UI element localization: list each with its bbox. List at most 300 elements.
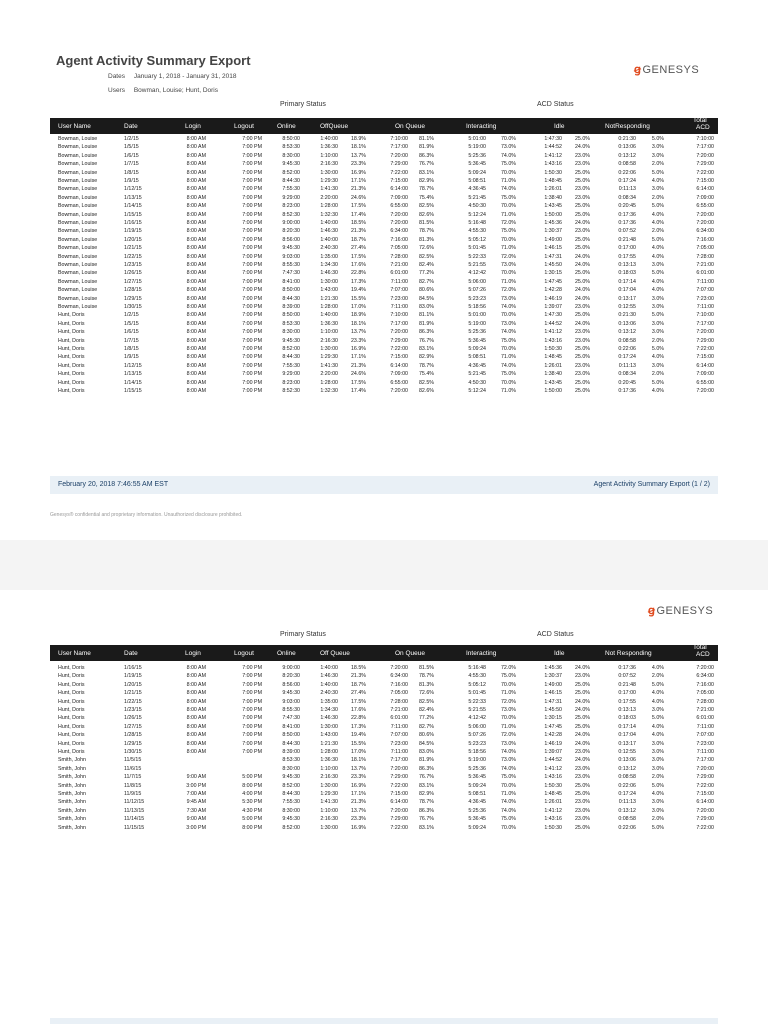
cell-onqueue-pct: 86.3%	[418, 765, 434, 772]
cell-notresponding-pct: 4.0%	[651, 388, 664, 394]
cell-logout: 4:00 PM	[242, 791, 262, 797]
cell-user-name: Smith, John	[58, 799, 86, 806]
cell-logout: 4:30 PM	[242, 807, 262, 814]
cell-onqueue: 7:15:00	[390, 178, 408, 184]
cell-login: 8:00 AM	[186, 270, 206, 277]
cell-online: 8:39:00	[282, 749, 300, 755]
cell-online: 9:00:00	[282, 665, 300, 671]
cell-onqueue: 7:17:00	[390, 757, 408, 764]
cell-offqueue-pct: 21.3%	[350, 799, 366, 806]
cell-interacting-pct: 71.0%	[500, 178, 516, 184]
cell-online: 7:47:30	[282, 270, 300, 277]
cell-offqueue-pct: 18.1%	[350, 320, 366, 327]
cell-logout: 5:00 PM	[242, 816, 262, 823]
cell-onqueue: 7:20:00	[390, 388, 408, 394]
cell-interacting-pct: 74.0%	[500, 329, 516, 336]
cell-notresponding-pct: 3.0%	[651, 807, 664, 814]
cell-date: 1/23/15	[124, 262, 142, 268]
cell-date: 1/26/15	[124, 715, 142, 722]
cell-notresponding: 0:21:48	[618, 236, 636, 243]
users-value: Bowman, Louise; Hunt, Doris	[133, 87, 218, 94]
cell-onqueue: 7:28:00	[390, 253, 408, 260]
table-row	[50, 219, 718, 227]
cell-user-name: Bowman, Louise	[58, 211, 98, 218]
table-row	[50, 303, 718, 311]
header-total: Total	[693, 644, 707, 651]
cell-idle: 1:38:40	[544, 371, 562, 378]
cell-idle-pct: 23.0%	[574, 304, 590, 310]
cell-offqueue-pct: 17.5%	[350, 203, 366, 210]
cell-notresponding: 0:13:06	[618, 320, 636, 327]
cell-login: 8:00 AM	[186, 211, 206, 218]
cell-login: 8:00 AM	[186, 749, 206, 755]
cell-user-name: Smith, John	[58, 765, 86, 772]
cell-offqueue-pct: 21.3%	[350, 186, 366, 193]
cell-interacting: 5:16:48	[468, 220, 486, 226]
cell-notresponding-pct: 4.0%	[651, 287, 664, 294]
cell-offqueue-pct: 17.3%	[350, 723, 366, 730]
cell-date: 1/12/15	[124, 362, 142, 369]
cell-interacting: 5:19:00	[468, 144, 486, 151]
cell-idle-pct: 25.0%	[574, 379, 590, 386]
cell-idle: 1:26:01	[544, 186, 562, 193]
cell-idle: 1:43:16	[544, 161, 562, 168]
cell-user-name: Hunt, Doris	[58, 371, 85, 378]
acd-status-label: ACD Status	[537, 101, 574, 108]
cell-notresponding-pct: 4.0%	[651, 278, 664, 285]
cell-onqueue: 7:29:00	[390, 816, 408, 823]
cell-login: 8:00 AM	[186, 346, 206, 352]
cell-interacting: 5:08:51	[468, 354, 486, 361]
cell-interacting: 5:16:48	[468, 665, 486, 671]
cell-offqueue: 1:40:00	[320, 681, 338, 688]
cell-interacting: 5:09:24	[468, 169, 486, 176]
cell-date: 1/6/15	[124, 329, 139, 336]
cell-offqueue: 1:46:30	[320, 270, 338, 277]
cell-interacting-pct: 75.0%	[500, 194, 516, 201]
primary-status-label: Primary Status	[280, 101, 326, 108]
cell-notresponding-pct: 5.0%	[651, 236, 664, 243]
cell-offqueue: 1:32:30	[320, 211, 338, 218]
table-row	[50, 379, 718, 387]
cell-notresponding: 0:08:58	[618, 161, 636, 168]
cell-notresponding-pct: 5.0%	[651, 203, 664, 210]
cell-offqueue: 1:28:00	[320, 304, 338, 310]
cell-onqueue-pct: 80.6%	[418, 287, 434, 294]
cell-user-name: Hunt, Doris	[58, 749, 85, 755]
cell-user-name: Bowman, Louise	[58, 186, 98, 193]
cell-onqueue: 7:15:00	[390, 791, 408, 797]
cell-date: 1/30/15	[124, 304, 142, 310]
cell-logout: 7:00 PM	[242, 354, 262, 361]
table-row	[50, 765, 718, 773]
cell-notresponding: 0:17:24	[618, 791, 636, 797]
cell-user-name: Smith, John	[58, 824, 86, 831]
header-user-name: User Name	[58, 650, 91, 657]
cell-idle: 1:45:50	[544, 262, 562, 268]
cell-user-name: Bowman, Louise	[58, 136, 98, 142]
cell-onqueue: 7:16:00	[390, 236, 408, 243]
cell-interacting: 5:08:51	[468, 178, 486, 184]
cell-idle-pct: 23.0%	[574, 371, 590, 378]
table-row	[50, 211, 718, 219]
cell-interacting-pct: 72.0%	[500, 665, 516, 671]
cell-offqueue-pct: 21.3%	[350, 362, 366, 369]
cell-interacting-pct: 72.0%	[500, 732, 516, 739]
header-onqueue: On Queue	[395, 123, 425, 130]
cell-offqueue-pct: 22.8%	[350, 270, 366, 277]
cell-login: 9:45 AM	[186, 799, 206, 806]
table-row	[50, 194, 718, 202]
cell-offqueue-pct: 16.9%	[350, 346, 366, 352]
cell-user-name: Bowman, Louise	[58, 253, 98, 260]
header-logout: Logout	[234, 123, 254, 130]
cell-total-acd: 7:05:00	[696, 245, 714, 252]
cell-total-acd: 7:17:00	[696, 320, 714, 327]
cell-offqueue: 1:29:30	[320, 791, 338, 797]
cell-onqueue: 7:05:00	[390, 245, 408, 252]
cell-login: 8:00 AM	[186, 707, 206, 713]
cell-onqueue-pct: 82.5%	[418, 698, 434, 705]
cell-offqueue: 2:20:00	[320, 371, 338, 378]
cell-notresponding: 0:22:06	[618, 782, 636, 789]
cell-offqueue-pct: 16.9%	[350, 169, 366, 176]
table-row	[50, 227, 718, 235]
cell-notresponding: 0:17:14	[618, 723, 636, 730]
cell-interacting-pct: 75.0%	[500, 774, 516, 781]
cell-onqueue: 7:28:00	[390, 698, 408, 705]
cell-offqueue-pct: 17.1%	[350, 178, 366, 184]
cell-onqueue: 7:22:00	[390, 346, 408, 352]
cell-interacting: 5:19:00	[468, 320, 486, 327]
cell-idle-pct: 23.0%	[574, 186, 590, 193]
cell-interacting: 5:12:24	[468, 211, 486, 218]
cell-online: 8:52:00	[282, 169, 300, 176]
cell-offqueue: 2:40:30	[320, 245, 338, 252]
cell-onqueue: 7:11:00	[390, 723, 408, 730]
cell-total-acd: 7:20:00	[696, 765, 714, 772]
cell-interacting: 5:06:00	[468, 723, 486, 730]
cell-logout: 7:00 PM	[242, 665, 262, 671]
cell-logout: 7:00 PM	[242, 304, 262, 310]
cell-onqueue-pct: 83.0%	[418, 304, 434, 310]
cell-total-acd: 7:15:00	[696, 178, 714, 184]
cell-idle-pct: 24.0%	[574, 757, 590, 764]
cell-onqueue: 7:09:00	[390, 371, 408, 378]
cell-interacting: 5:21:45	[468, 194, 486, 201]
cell-onqueue: 6:01:00	[390, 715, 408, 722]
cell-interacting: 4:12:42	[468, 270, 486, 277]
cell-idle-pct: 25.0%	[574, 346, 590, 352]
cell-interacting-pct: 73.0%	[500, 144, 516, 151]
cell-interacting-pct: 70.0%	[500, 346, 516, 352]
cell-onqueue-pct: 82.5%	[418, 203, 434, 210]
header-interacting: Interacting	[466, 123, 497, 130]
cell-logout: 7:00 PM	[242, 220, 262, 226]
cell-interacting: 4:50:30	[468, 203, 486, 210]
cell-notresponding: 0:13:12	[618, 329, 636, 336]
cell-date: 1/27/15	[124, 723, 142, 730]
cell-online: 9:45:30	[282, 816, 300, 823]
cell-interacting: 5:23:23	[468, 740, 486, 747]
cell-offqueue-pct: 13.7%	[350, 152, 366, 159]
cell-date: 1/28/15	[124, 287, 142, 294]
cell-idle-pct: 25.0%	[574, 312, 590, 319]
cell-onqueue-pct: 78.7%	[418, 362, 434, 369]
cell-idle: 1:38:40	[544, 194, 562, 201]
cell-onqueue-pct: 81.3%	[418, 236, 434, 243]
cell-offqueue: 2:20:00	[320, 194, 338, 201]
cell-offqueue: 1:36:30	[320, 320, 338, 327]
cell-offqueue: 1:21:30	[320, 295, 338, 302]
cell-logout: 7:00 PM	[242, 178, 262, 184]
cell-interacting-pct: 74.0%	[500, 186, 516, 193]
cell-idle-pct: 25.0%	[574, 278, 590, 285]
cell-interacting: 5:01:45	[468, 690, 486, 697]
cell-offqueue-pct: 17.5%	[350, 253, 366, 260]
cell-date: 1/6/15	[124, 152, 139, 159]
cell-interacting: 5:07:26	[468, 287, 486, 294]
cell-login: 8:00 AM	[186, 245, 206, 252]
cell-offqueue-pct: 24.6%	[350, 194, 366, 201]
cell-idle: 1:30:15	[544, 715, 562, 722]
cell-login: 8:00 AM	[186, 723, 206, 730]
cell-online: 7:47:30	[282, 715, 300, 722]
cell-idle-pct: 23.0%	[574, 673, 590, 680]
cell-total-acd: 7:20:00	[696, 329, 714, 336]
cell-onqueue-pct: 84.5%	[418, 740, 434, 747]
cell-logout: 7:00 PM	[242, 253, 262, 260]
cell-online: 9:03:00	[282, 253, 300, 260]
cell-logout: 7:00 PM	[242, 723, 262, 730]
cell-onqueue-pct: 77.2%	[418, 270, 434, 277]
cell-notresponding: 0:22:06	[618, 824, 636, 831]
cell-idle: 1:44:52	[544, 144, 562, 151]
cell-notresponding-pct: 5.0%	[651, 346, 664, 352]
cell-interacting-pct: 70.0%	[500, 782, 516, 789]
table-row	[50, 782, 718, 790]
cell-idle: 1:46:19	[544, 295, 562, 302]
cell-idle: 1:47:45	[544, 278, 562, 285]
cell-notresponding-pct: 3.0%	[651, 740, 664, 747]
cell-interacting: 5:25:36	[468, 765, 486, 772]
cell-interacting: 5:05:12	[468, 681, 486, 688]
cell-date: 11/13/15	[124, 807, 145, 814]
table-row	[50, 353, 718, 361]
cell-user-name: Hunt, Doris	[58, 354, 85, 361]
cell-interacting-pct: 73.0%	[500, 320, 516, 327]
cell-offqueue: 1:41:30	[320, 362, 338, 369]
cell-login: 8:00 AM	[186, 715, 206, 722]
cell-online: 9:00:00	[282, 220, 300, 226]
cell-user-name: Hunt, Doris	[58, 723, 85, 730]
cell-total-acd: 7:11:00	[696, 723, 714, 730]
cell-user-name: Hunt, Doris	[58, 312, 85, 319]
cell-notresponding-pct: 3.0%	[651, 799, 664, 806]
cell-offqueue-pct: 17.5%	[350, 698, 366, 705]
cell-idle: 1:44:52	[544, 757, 562, 764]
cell-idle-pct: 25.0%	[574, 690, 590, 697]
cell-idle-pct: 23.0%	[574, 765, 590, 772]
cell-onqueue: 7:23:00	[390, 740, 408, 747]
cell-user-name: Bowman, Louise	[58, 295, 98, 302]
cell-notresponding-pct: 2.0%	[651, 194, 664, 201]
cell-login: 3:00 PM	[186, 824, 206, 831]
cell-interacting-pct: 71.0%	[500, 211, 516, 218]
cell-date: 11/15/15	[124, 824, 145, 831]
cell-offqueue: 1:34:30	[320, 707, 338, 713]
cell-interacting: 5:22:33	[468, 698, 486, 705]
cell-notresponding-pct: 3.0%	[651, 304, 664, 310]
cell-interacting: 5:06:00	[468, 278, 486, 285]
cell-offqueue: 2:16:30	[320, 161, 338, 168]
cell-idle-pct: 24.0%	[574, 665, 590, 671]
cell-onqueue-pct: 81.3%	[418, 681, 434, 688]
cell-notresponding-pct: 3.0%	[651, 295, 664, 302]
cell-interacting-pct: 70.0%	[500, 312, 516, 319]
cell-interacting: 5:18:56	[468, 304, 486, 310]
cell-date: 1/7/15	[124, 337, 139, 344]
cell-total-acd: 7:20:00	[696, 152, 714, 159]
cell-idle: 1:39:07	[544, 304, 562, 310]
cell-idle-pct: 24.0%	[574, 698, 590, 705]
cell-offqueue-pct: 19.4%	[350, 287, 366, 294]
header-date: Date	[124, 123, 138, 130]
cell-notresponding: 0:07:52	[618, 673, 636, 680]
cell-interacting: 5:36:45	[468, 161, 486, 168]
cell-notresponding: 0:18:03	[618, 270, 636, 277]
cell-notresponding: 0:17:24	[618, 354, 636, 361]
cell-user-name: Hunt, Doris	[58, 707, 85, 713]
cell-online: 8:52:00	[282, 346, 300, 352]
cell-offqueue: 1:41:30	[320, 799, 338, 806]
cell-date: 1/13/15	[124, 194, 142, 201]
cell-interacting: 5:21:45	[468, 371, 486, 378]
cell-offqueue: 1:43:00	[320, 287, 338, 294]
cell-login: 8:00 AM	[186, 220, 206, 226]
cell-logout: 7:00 PM	[242, 203, 262, 210]
cell-user-name: Smith, John	[58, 757, 86, 764]
cell-online: 9:03:00	[282, 698, 300, 705]
cell-total-acd: 7:09:00	[696, 194, 714, 201]
users-row	[108, 87, 218, 94]
cell-logout: 7:00 PM	[242, 278, 262, 285]
table-row	[50, 345, 718, 353]
cell-notresponding: 0:13:12	[618, 807, 636, 814]
table-row	[50, 286, 718, 294]
cell-idle: 1:26:01	[544, 799, 562, 806]
cell-offqueue: 1:28:00	[320, 749, 338, 755]
cell-date: 1/2/15	[124, 136, 139, 142]
cell-interacting-pct: 71.0%	[500, 354, 516, 361]
genesys-logo	[634, 63, 699, 76]
cell-notresponding: 0:21:48	[618, 681, 636, 688]
cell-idle-pct: 25.0%	[574, 169, 590, 176]
cell-total-acd: 6:14:00	[696, 799, 714, 806]
cell-idle: 1:30:37	[544, 228, 562, 235]
cell-online: 7:55:30	[282, 362, 300, 369]
cell-date: 1/16/15	[124, 220, 142, 226]
cell-onqueue-pct: 81.9%	[418, 757, 434, 764]
cell-offqueue: 1:46:30	[320, 715, 338, 722]
cell-interacting-pct: 75.0%	[500, 337, 516, 344]
cell-online: 8:20:30	[282, 673, 300, 680]
cell-login: 9:00 AM	[186, 774, 206, 781]
cell-interacting: 4:50:30	[468, 379, 486, 386]
table-row	[50, 169, 718, 177]
cell-notresponding: 0:08:58	[618, 774, 636, 781]
cell-login: 8:00 AM	[186, 379, 206, 386]
cell-idle-pct: 25.0%	[574, 236, 590, 243]
cell-offqueue: 2:16:30	[320, 816, 338, 823]
cell-offqueue: 2:40:30	[320, 690, 338, 697]
cell-total-acd: 7:29:00	[696, 816, 714, 823]
cell-onqueue-pct: 81.1%	[418, 136, 434, 142]
cell-logout: 7:00 PM	[242, 236, 262, 243]
cell-interacting-pct: 71.0%	[500, 278, 516, 285]
cell-user-name: Hunt, Doris	[58, 698, 85, 705]
cell-logout: 7:00 PM	[242, 362, 262, 369]
cell-logout: 7:00 PM	[242, 329, 262, 336]
cell-interacting: 5:01:00	[468, 312, 486, 319]
cell-login: 8:00 AM	[186, 337, 206, 344]
cell-user-name: Hunt, Doris	[58, 665, 85, 671]
cell-idle: 1:47:31	[544, 698, 562, 705]
cell-user-name: Hunt, Doris	[58, 732, 85, 739]
table-header	[50, 645, 718, 661]
cell-idle: 1:46:19	[544, 740, 562, 747]
cell-offqueue-pct: 16.9%	[350, 824, 366, 831]
cell-onqueue-pct: 82.6%	[418, 211, 434, 218]
cell-date: 1/8/15	[124, 169, 139, 176]
cell-login: 8:00 AM	[186, 287, 206, 294]
table-row	[50, 387, 718, 395]
cell-onqueue: 6:34:00	[390, 228, 408, 235]
cell-user-name: Smith, John	[58, 807, 86, 814]
cell-offqueue: 1:40:00	[320, 220, 338, 226]
cell-online: 8:44:30	[282, 295, 300, 302]
cell-offqueue-pct: 18.7%	[350, 681, 366, 688]
cell-onqueue-pct: 83.1%	[418, 169, 434, 176]
cell-idle-pct: 25.0%	[574, 178, 590, 184]
cell-interacting-pct: 70.0%	[500, 824, 516, 831]
cell-idle-pct: 23.0%	[574, 337, 590, 344]
cell-onqueue: 7:29:00	[390, 337, 408, 344]
cell-idle-pct: 25.0%	[574, 136, 590, 142]
cell-offqueue: 1:41:30	[320, 186, 338, 193]
cell-login: 8:00 AM	[186, 312, 206, 319]
header-idle: Idle	[554, 650, 565, 657]
cell-user-name: Hunt, Doris	[58, 690, 85, 697]
cell-offqueue-pct: 17.4%	[350, 211, 366, 218]
cell-offqueue: 1:40:00	[320, 236, 338, 243]
cell-idle-pct: 25.0%	[574, 245, 590, 252]
cell-offqueue-pct: 18.1%	[350, 757, 366, 764]
cell-interacting-pct: 75.0%	[500, 816, 516, 823]
table-row	[50, 756, 718, 764]
cell-online: 9:29:00	[282, 371, 300, 378]
table-row	[50, 714, 718, 722]
cell-interacting: 4:36:45	[468, 362, 486, 369]
cell-onqueue: 7:11:00	[390, 304, 408, 310]
cell-online: 8:41:00	[282, 278, 300, 285]
cell-idle: 1:39:07	[544, 749, 562, 755]
cell-total-acd: 6:55:00	[696, 203, 714, 210]
cell-idle: 1:47:31	[544, 253, 562, 260]
cell-onqueue-pct: 76.7%	[418, 337, 434, 344]
cell-onqueue-pct: 82.9%	[418, 791, 434, 797]
cell-user-name: Hunt, Doris	[58, 388, 85, 394]
